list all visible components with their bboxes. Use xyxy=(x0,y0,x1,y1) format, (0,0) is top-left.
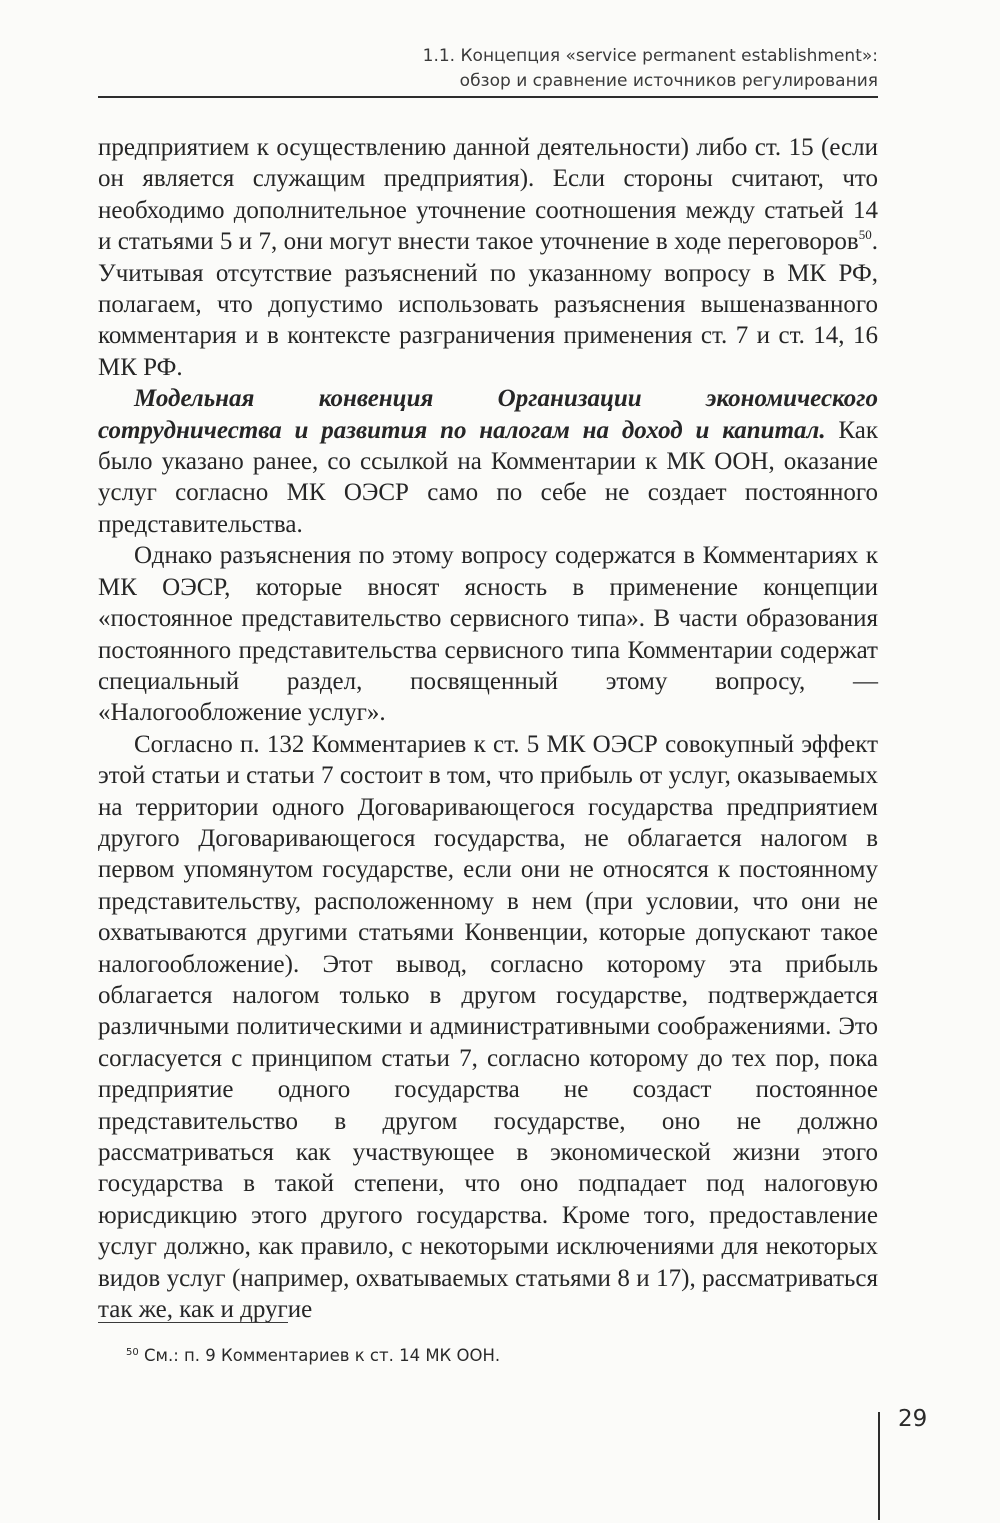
paragraph-3: Однако разъяснения по этому вопросу содержатся в Комментариях к МК ОЭСР, которые вносят ясность в применение концепции «постоянное представительство сервисного типа». В части образования постоянного представительства сервисного типа Комментарии содержат специальный раздел, посвященный этому вопросу, — «Налогообложение услуг». xyxy=(98,542,878,727)
paragraph-2 xyxy=(98,383,878,540)
paragraph-1 xyxy=(98,132,878,383)
body-text xyxy=(98,132,878,1325)
footnote xyxy=(126,1346,500,1365)
paragraph-1-text-a: предприятием к осуществлению данной деятельности) либо ст. 15 (если он является служащим предприятия). Если стороны считают, что необходимо дополнительное уточнение соотношения между статьей 14 и статьями 5 и 7, они могут внести такое уточнение в ходе переговоров xyxy=(98,134,878,256)
footnote-reference[interactable]: 50 xyxy=(858,227,872,243)
running-header xyxy=(423,44,878,94)
footnote-number: 50 xyxy=(126,1347,139,1358)
paragraph-2-lead-heading: Модельная конвенция Организации экономического сотрудничества и развития по налогам на доход и капитал. xyxy=(98,385,878,444)
running-header-line-2: обзор и сравнение источников регулирования xyxy=(459,71,878,91)
paragraph-1-text-b: . Учитывая отсутствие разъяснений по указанному вопросу в МК РФ, полагаем, что допустимо использовать разъяснения вышеназванного комментария и в контексте разграничения применения ст. 7 и ст. 14, 16 МК РФ. xyxy=(98,228,878,381)
page-number-rule xyxy=(878,1412,880,1520)
page-number: 29 xyxy=(898,1406,928,1432)
running-header-line-1: 1.1. Концепция «service permanent establishment»: xyxy=(422,46,878,66)
header-rule xyxy=(98,96,878,98)
paragraph-4: Согласно п. 132 Комментариев к ст. 5 МК ОЭСР совокупный эффект этой статьи и статьи 7 состоит в том, что прибыль от услуг, оказываемых на территории одного Договаривающегося государства предприятием другого Договаривающегося государства, не облагается налогом в первом упомянутом государстве, если они не относятся к постоянному представительству, расположенному в нем (при условии, что они не охватываются другими статьями Конвенции, которые допускают такое налогообложение). Этот вывод, согласно которому эта прибыль облагается налогом только в другом государстве, подтверждается различными политическими и административными соображениями. Это согласуется с принципом статьи 7, согласно которому до тех пор, пока предприятие одного государства не создаст постоянное представительство в другом государстве, оно не должно рассматриваться как участвующее в экономической жизни этого государства в такой степени, что оно подпадает под налоговую юрисдикцию этого другого государства. Кроме того, предоставление услуг должно, как правило, с некоторыми исключениями для некоторых видов услуг (например, охватываемых статьями 8 и 17), рассматриваться так же, как и другие xyxy=(98,730,878,1324)
footnote-text: См.: п. 9 Комментариев к ст. 14 МК ООН. xyxy=(138,1346,501,1365)
paragraph-2-text: Как было указано ранее, со ссылкой на Комментарии к МК ООН, оказание услуг согласно МК ОЭСР само по себе не создает постоянного представительства. xyxy=(98,416,879,538)
footnote-rule xyxy=(98,1322,288,1323)
